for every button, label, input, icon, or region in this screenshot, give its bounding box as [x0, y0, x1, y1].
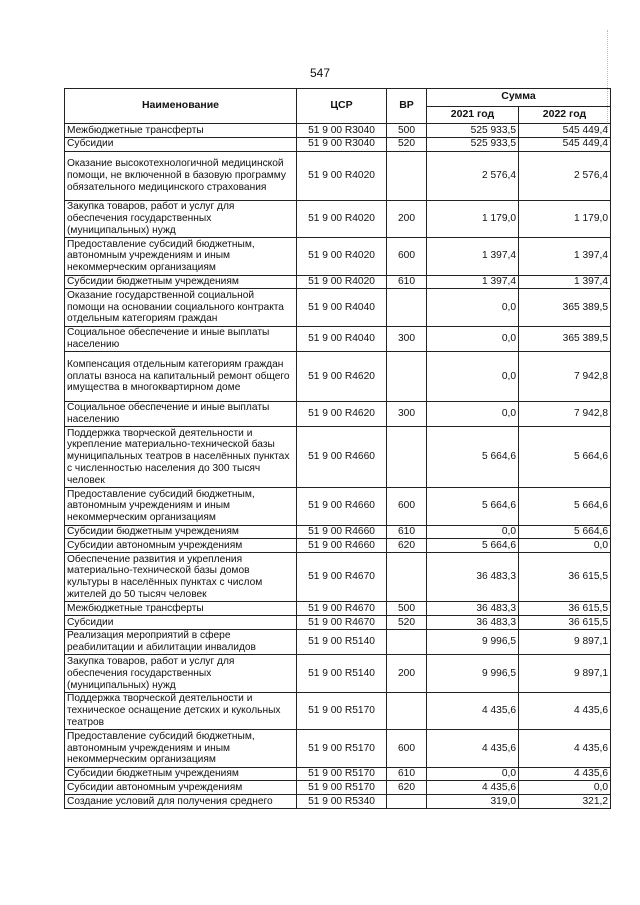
table-row — [65, 629, 611, 655]
row-csr-cell: 51 9 00 R4020 — [297, 238, 387, 275]
row-sum-2022-cell: 1 397,4 — [519, 238, 611, 275]
row-vr-cell: 500 — [387, 602, 427, 616]
row-sum-2021-cell: 319,0 — [427, 795, 519, 809]
row-sum-2022-cell: 0,0 — [519, 539, 611, 553]
row-vr-cell — [387, 629, 427, 655]
row-sum-2022-cell: 4 435,6 — [519, 692, 611, 729]
row-name-cell: Обеспечение развития и укрепления материально-технической базы домов культуры в населённых пунктах с числом жителей до 50 тысяч человек — [65, 553, 297, 602]
row-name-cell: Предоставление субсидий бюджетным, автономным учреждениям и иным некоммерческим организациям — [65, 488, 297, 525]
row-sum-2021-cell: 4 435,6 — [427, 692, 519, 729]
row-sum-2021-cell: 525 933,5 — [427, 137, 519, 151]
row-sum-2021-cell: 525 933,5 — [427, 124, 519, 138]
header-csr: ЦСР — [297, 89, 387, 124]
row-csr-cell: 51 9 00 R4020 — [297, 151, 387, 200]
row-name-cell: Межбюджетные трансферты — [65, 124, 297, 138]
row-name-cell: Субсидии автономным учреждениям — [65, 539, 297, 553]
row-csr-cell: 51 9 00 R5140 — [297, 629, 387, 655]
row-csr-cell: 51 9 00 R5170 — [297, 730, 387, 767]
row-sum-2022-cell: 545 449,4 — [519, 137, 611, 151]
row-sum-2021-cell: 1 397,4 — [427, 275, 519, 289]
row-csr-cell: 51 9 00 R3040 — [297, 137, 387, 151]
row-sum-2021-cell: 0,0 — [427, 767, 519, 781]
row-name-cell: Социальное обеспечение и иные выплаты населению — [65, 326, 297, 352]
row-name-cell: Субсидии бюджетным учреждениям — [65, 767, 297, 781]
row-csr-cell: 51 9 00 R5170 — [297, 767, 387, 781]
table-row — [65, 326, 611, 352]
row-name-cell: Субсидии бюджетным учреждениям — [65, 525, 297, 539]
row-sum-2022-cell: 9 897,1 — [519, 655, 611, 692]
row-vr-cell: 610 — [387, 767, 427, 781]
header-year-2021: 2021 год — [427, 106, 519, 124]
row-csr-cell: 51 9 00 R5170 — [297, 781, 387, 795]
row-sum-2021-cell: 4 435,6 — [427, 730, 519, 767]
row-sum-2021-cell: 9 996,5 — [427, 629, 519, 655]
table-row — [65, 151, 611, 200]
row-vr-cell: 200 — [387, 200, 427, 237]
row-vr-cell: 600 — [387, 488, 427, 525]
row-vr-cell: 600 — [387, 238, 427, 275]
row-vr-cell — [387, 289, 427, 326]
table-row — [65, 525, 611, 539]
row-vr-cell: 500 — [387, 124, 427, 138]
row-vr-cell — [387, 553, 427, 602]
row-sum-2021-cell: 36 483,3 — [427, 616, 519, 630]
row-vr-cell: 200 — [387, 655, 427, 692]
row-vr-cell: 600 — [387, 730, 427, 767]
row-csr-cell: 51 9 00 R4040 — [297, 289, 387, 326]
row-csr-cell: 51 9 00 R4660 — [297, 427, 387, 488]
table-row — [65, 488, 611, 525]
row-sum-2021-cell: 0,0 — [427, 352, 519, 401]
row-csr-cell: 51 9 00 R5170 — [297, 692, 387, 729]
row-sum-2021-cell: 0,0 — [427, 326, 519, 352]
row-sum-2022-cell: 36 615,5 — [519, 616, 611, 630]
row-name-cell: Предоставление субсидий бюджетным, автономным учреждениям и иным некоммерческим организациям — [65, 238, 297, 275]
row-name-cell: Компенсация отдельным категориям граждан оплаты взноса на капитальный ремонт общего имущества в многоквартирном доме — [65, 352, 297, 401]
row-vr-cell: 300 — [387, 401, 427, 427]
row-sum-2022-cell: 36 615,5 — [519, 553, 611, 602]
row-sum-2022-cell: 5 664,6 — [519, 427, 611, 488]
row-csr-cell: 51 9 00 R4660 — [297, 525, 387, 539]
table-row — [65, 289, 611, 326]
row-sum-2022-cell: 0,0 — [519, 781, 611, 795]
row-csr-cell: 51 9 00 R4040 — [297, 326, 387, 352]
row-vr-cell: 300 — [387, 326, 427, 352]
row-vr-cell — [387, 427, 427, 488]
row-sum-2022-cell: 545 449,4 — [519, 124, 611, 138]
row-csr-cell: 51 9 00 R4660 — [297, 488, 387, 525]
row-sum-2022-cell: 5 664,6 — [519, 525, 611, 539]
row-sum-2022-cell: 2 576,4 — [519, 151, 611, 200]
row-sum-2022-cell: 365 389,5 — [519, 326, 611, 352]
header-vr: ВР — [387, 89, 427, 124]
row-name-cell: Социальное обеспечение и иные выплаты населению — [65, 401, 297, 427]
row-sum-2022-cell: 7 942,8 — [519, 352, 611, 401]
row-vr-cell — [387, 151, 427, 200]
header-year-2022: 2022 год — [519, 106, 611, 124]
row-csr-cell: 51 9 00 R4660 — [297, 539, 387, 553]
row-csr-cell: 51 9 00 R5340 — [297, 795, 387, 809]
row-csr-cell: 51 9 00 R4620 — [297, 352, 387, 401]
row-sum-2022-cell: 4 435,6 — [519, 730, 611, 767]
row-vr-cell: 620 — [387, 539, 427, 553]
budget-table — [64, 88, 611, 809]
row-csr-cell: 51 9 00 R4020 — [297, 275, 387, 289]
row-name-cell: Закупка товаров, работ и услуг для обеспечения государственных (муниципальных) нужд — [65, 200, 297, 237]
row-name-cell: Субсидии автономным учреждениям — [65, 781, 297, 795]
row-csr-cell: 51 9 00 R4670 — [297, 602, 387, 616]
row-csr-cell: 51 9 00 R3040 — [297, 124, 387, 138]
row-sum-2022-cell: 9 897,1 — [519, 629, 611, 655]
row-name-cell: Закупка товаров, работ и услуг для обеспечения государственных (муниципальных) нужд — [65, 655, 297, 692]
row-vr-cell: 610 — [387, 525, 427, 539]
header-sum: Сумма — [427, 89, 611, 107]
row-sum-2021-cell: 0,0 — [427, 525, 519, 539]
row-name-cell: Создание условий для получения среднего — [65, 795, 297, 809]
table-row — [65, 427, 611, 488]
row-vr-cell: 520 — [387, 137, 427, 151]
row-sum-2022-cell: 321,2 — [519, 795, 611, 809]
row-csr-cell: 51 9 00 R4670 — [297, 553, 387, 602]
table-row — [65, 124, 611, 138]
row-csr-cell: 51 9 00 R4670 — [297, 616, 387, 630]
row-sum-2021-cell: 9 996,5 — [427, 655, 519, 692]
row-sum-2021-cell: 2 576,4 — [427, 151, 519, 200]
row-sum-2021-cell: 5 664,6 — [427, 539, 519, 553]
page-number: 547 — [309, 66, 331, 80]
row-name-cell: Поддержка творческой деятельности и техническое оснащение детских и кукольных театров — [65, 692, 297, 729]
row-sum-2022-cell: 4 435,6 — [519, 767, 611, 781]
row-sum-2021-cell: 1 397,4 — [427, 238, 519, 275]
row-sum-2022-cell: 7 942,8 — [519, 401, 611, 427]
row-sum-2022-cell: 1 179,0 — [519, 200, 611, 237]
header-name: Наименование — [65, 89, 297, 124]
table-row — [65, 781, 611, 795]
row-vr-cell: 610 — [387, 275, 427, 289]
row-name-cell: Субсидии — [65, 616, 297, 630]
row-name-cell: Оказание государственной социальной помощи на основании социального контракта отдельным категориям граждан — [65, 289, 297, 326]
row-sum-2022-cell: 1 397,4 — [519, 275, 611, 289]
table-row — [65, 238, 611, 275]
table-row — [65, 401, 611, 427]
row-sum-2021-cell: 5 664,6 — [427, 427, 519, 488]
table-row — [65, 767, 611, 781]
row-sum-2021-cell: 36 483,3 — [427, 553, 519, 602]
table-header — [65, 89, 611, 124]
row-name-cell: Предоставление субсидий бюджетным, автономным учреждениям и иным некоммерческим организациям — [65, 730, 297, 767]
row-sum-2021-cell: 0,0 — [427, 289, 519, 326]
table-row — [65, 616, 611, 630]
row-sum-2021-cell: 1 179,0 — [427, 200, 519, 237]
table-row — [65, 553, 611, 602]
table-row — [65, 602, 611, 616]
table-row — [65, 200, 611, 237]
table-body — [65, 124, 611, 809]
row-vr-cell — [387, 352, 427, 401]
row-name-cell: Межбюджетные трансферты — [65, 602, 297, 616]
row-sum-2022-cell: 5 664,6 — [519, 488, 611, 525]
table-row — [65, 539, 611, 553]
table-row — [65, 730, 611, 767]
table-row — [65, 137, 611, 151]
row-csr-cell: 51 9 00 R4020 — [297, 200, 387, 237]
table-row — [65, 692, 611, 729]
row-vr-cell: 520 — [387, 616, 427, 630]
row-vr-cell: 620 — [387, 781, 427, 795]
row-sum-2021-cell: 0,0 — [427, 401, 519, 427]
row-vr-cell — [387, 795, 427, 809]
row-sum-2021-cell: 5 664,6 — [427, 488, 519, 525]
table-row — [65, 795, 611, 809]
row-name-cell: Субсидии — [65, 137, 297, 151]
row-name-cell: Поддержка творческой деятельности и укрепление материально-технической базы муниципальных театров в населённых пунктах с численностью населения до 300 тысяч человек — [65, 427, 297, 488]
row-name-cell: Субсидии бюджетным учреждениям — [65, 275, 297, 289]
table-row — [65, 275, 611, 289]
row-sum-2022-cell: 36 615,5 — [519, 602, 611, 616]
row-sum-2021-cell: 4 435,6 — [427, 781, 519, 795]
table-row — [65, 655, 611, 692]
row-name-cell: Реализация мероприятий в сфере реабилитации и абилитации инвалидов — [65, 629, 297, 655]
row-vr-cell — [387, 692, 427, 729]
row-csr-cell: 51 9 00 R4620 — [297, 401, 387, 427]
row-name-cell: Оказание высокотехнологичной медицинской помощи, не включенной в базовую программу обязательного медицинского страхования — [65, 151, 297, 200]
row-csr-cell: 51 9 00 R5140 — [297, 655, 387, 692]
row-sum-2021-cell: 36 483,3 — [427, 602, 519, 616]
table-row — [65, 352, 611, 401]
row-sum-2022-cell: 365 389,5 — [519, 289, 611, 326]
